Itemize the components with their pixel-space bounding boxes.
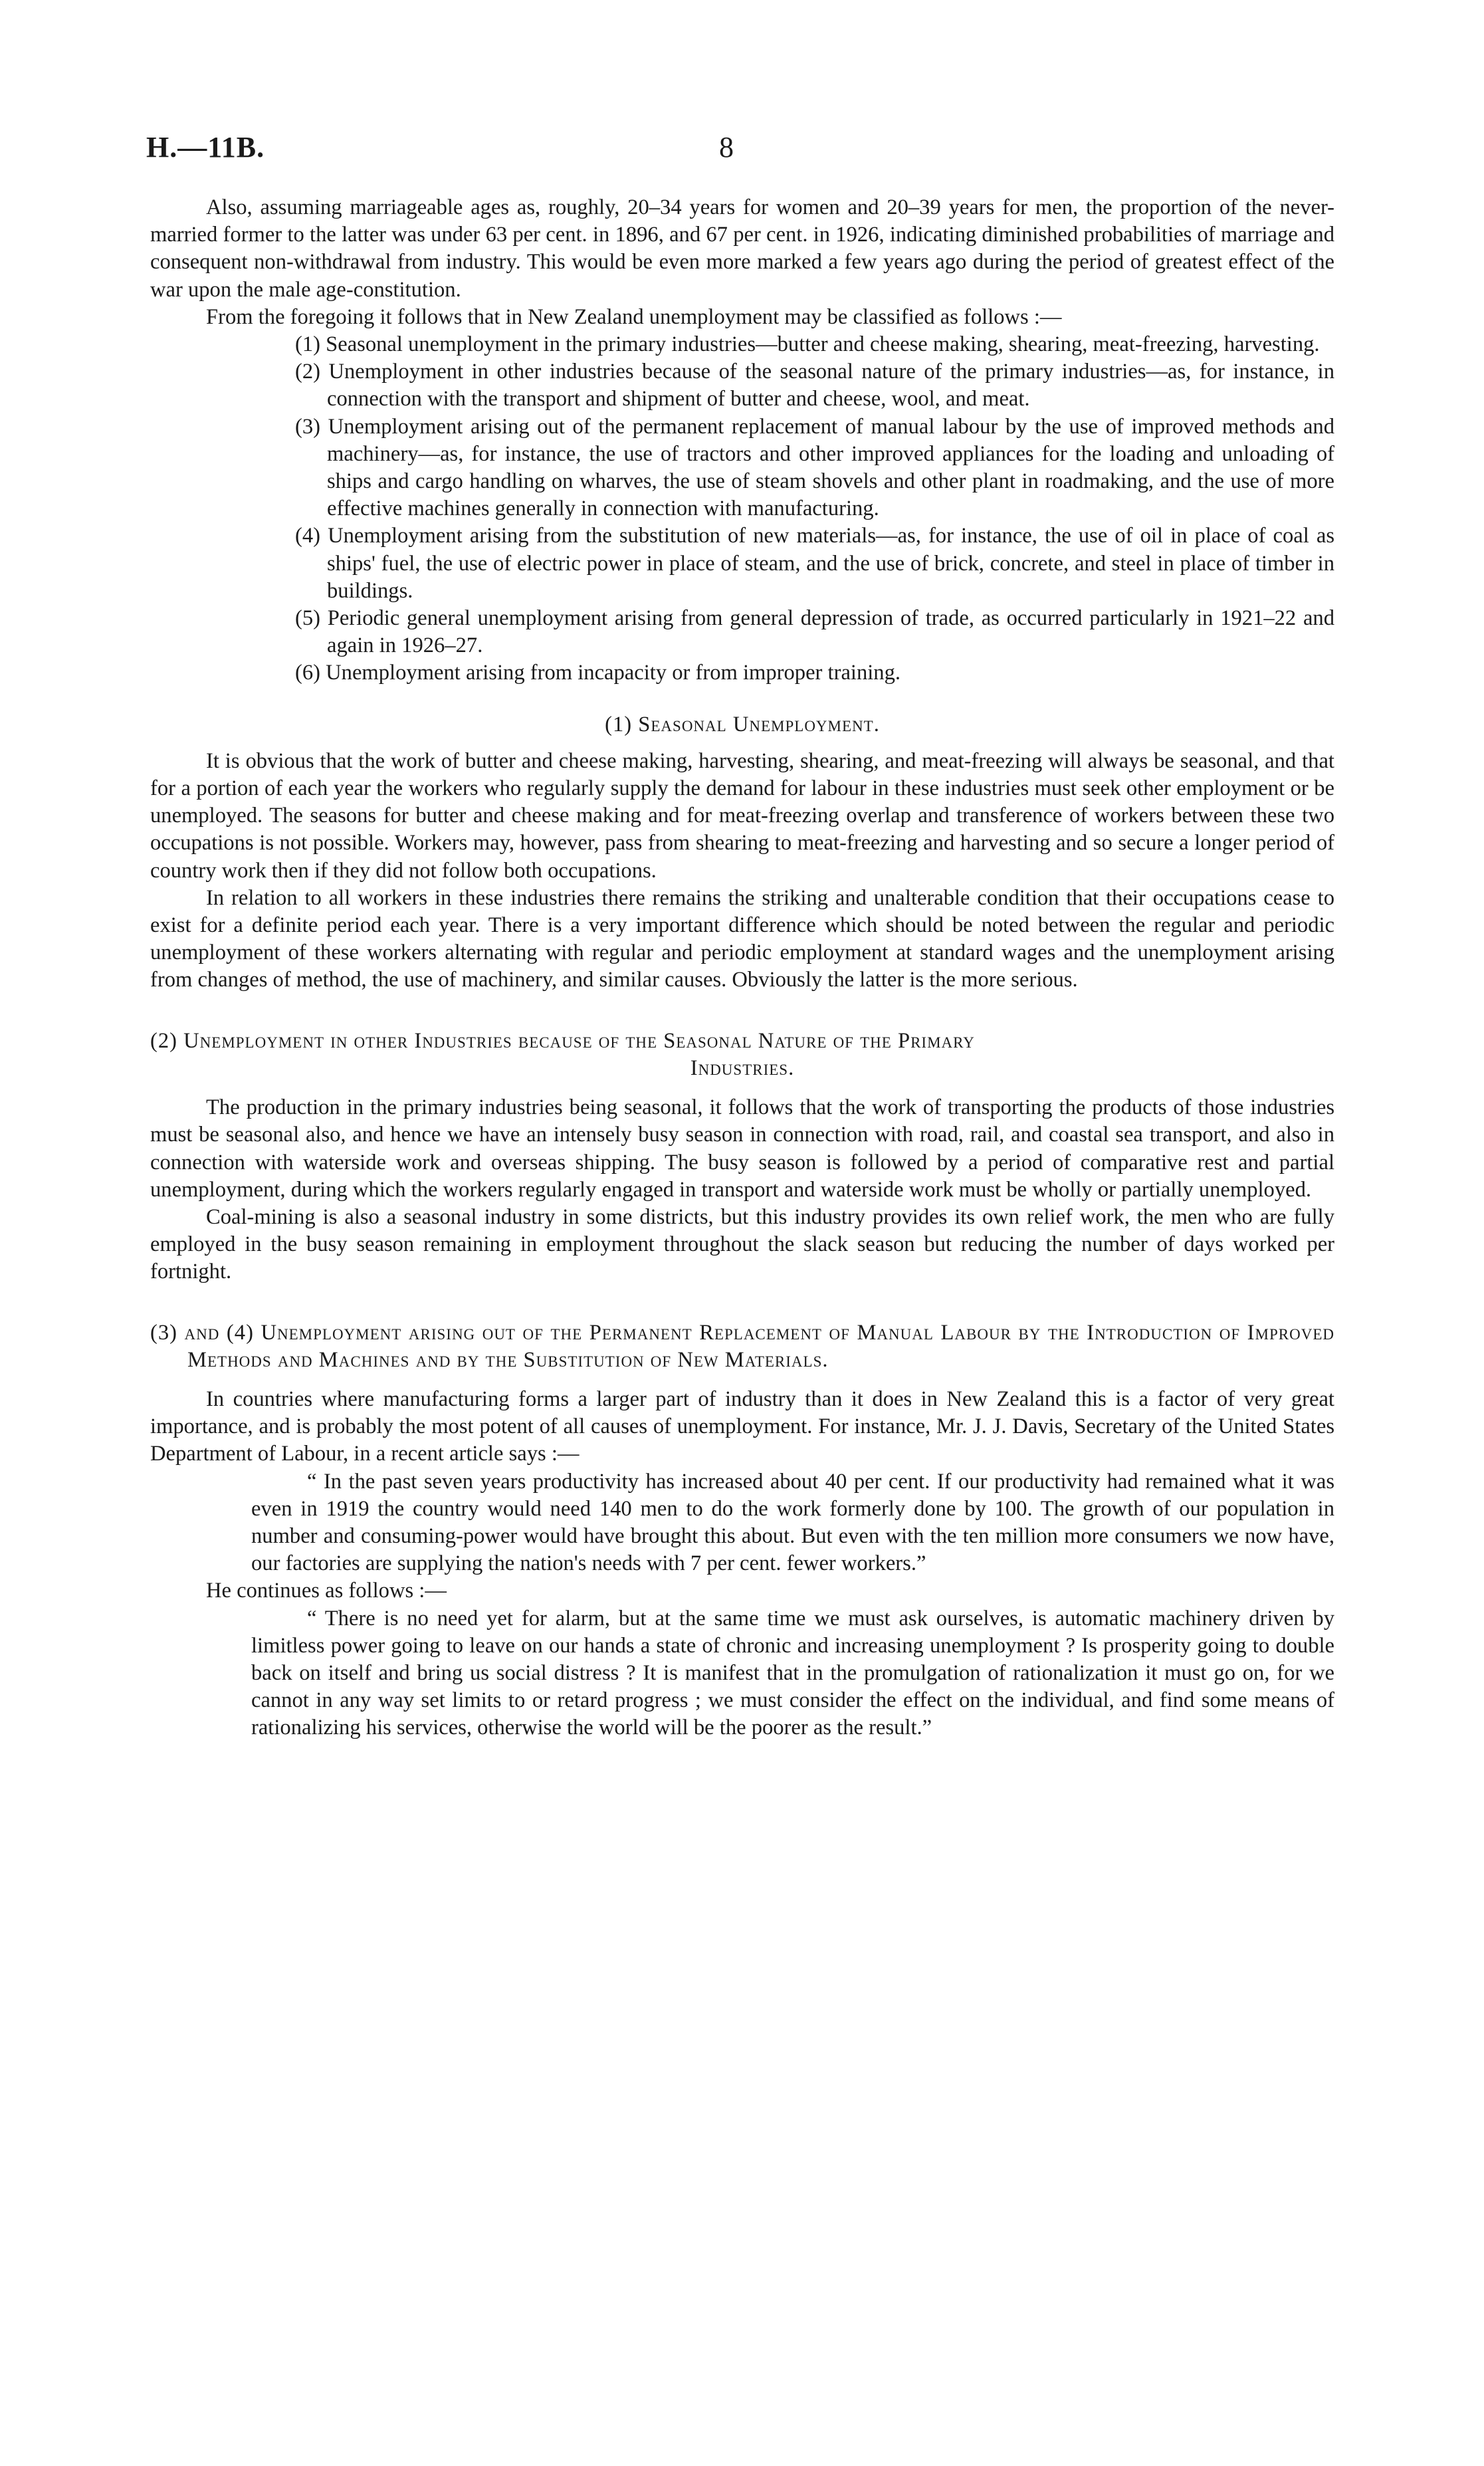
section-heading-line: (2) Unemployment in other Industries because of the Seasonal Nature of the Primary bbox=[150, 1028, 975, 1053]
section1-paragraph: It is obvious that the work of butter and cheese making, harvesting, shearing, and meat-freezing will always be seasonal, and that for a portion of each year the workers who regularly supply the demand for labour in these industries must seek other employment or be unemployed. The seasons for butter and cheese making and for meat-freezing overlap and transference of workers between these two occupations is not possible. Workers may, however, pass from shearing to meat-freezing and harvesting and so secure a longer period of country work then if they did not follow both occupations. bbox=[150, 748, 1334, 883]
list-item: (2) Unemployment in other industries because of the seasonal nature of the primary industries—as, for instance, in connection with the transport and shipment of butter and cheese, wool, and meat. bbox=[295, 360, 1334, 411]
section-heading-replacement: (3) and (4) Unemployment arising out of the Permanent Replacement of Manual Labour by the Introduction of Improved Methods and Machines and by the Substitution of New Materials. bbox=[150, 1320, 1334, 1372]
list-item: (1) Seasonal unemployment in the primary industries—butter and cheese making, shearing, meat-freezing, harvesting. bbox=[295, 332, 1320, 357]
page-number: 8 bbox=[719, 131, 734, 164]
section2-paragraph: Coal-mining is also a seasonal industry in some districts, but this industry provides its own relief work, the men who are fully employed in the busy season remaining in employment throughout the slack season but reducing the number of days worked per fortnight. bbox=[150, 1204, 1334, 1284]
continuation-line: He continues as follows :— bbox=[206, 1579, 447, 1603]
section-heading-seasonal: (1) Seasonal Unemployment. bbox=[605, 712, 880, 736]
classification-intro: From the foregoing it follows that in New Zealand unemployment may be classified as follows :— bbox=[206, 304, 1062, 329]
document-body bbox=[150, 194, 1334, 1742]
list-item: (6) Unemployment arising from incapacity or from improper training. bbox=[295, 661, 901, 685]
list-item: (5) Periodic general unemployment arising from general depression of trade, as occurred particularly in 1921–22 and again in 1926–27. bbox=[295, 606, 1334, 658]
classification-list bbox=[150, 331, 1334, 687]
list-item: (3) Unemployment arising out of the permanent replacement of manual labour by the use of improved methods and machinery—as, for instance, the use of tractors and other improved appliances for the loading and unloading of ships and cargo handling on wharves, the use of steam shovels and other plant in roadmaking, and the use of more effective machines generally in connection with manufacturing. bbox=[295, 414, 1334, 521]
block-quote: “ There is no need yet for alarm, but at the same time we must ask ourselves, is automatic machinery driven by limitless power going to leave on our hands a state of chronic and increasing unemployment ? Is prosperity going to double back on itself and bring us social distress ? It is manifest that in the promulgation of rationalization it must go on, for we cannot in any way set limits to or retard progress ; we must consider the effect on the individual, and find some means of rationalizing his services, otherwise the world will be the poorer as the result.” bbox=[251, 1606, 1334, 1740]
section1-paragraph: In relation to all workers in these industries there remains the striking and unalterable condition that their occupations cease to exist for a definite period each year. There is a very important difference which should be noted between the regular and periodic unemployment of these workers alternating with regular and periodic employment at standard wages and the unemployment arising from changes of method, the use of machinery, and similar causes. Obviously the latter is the more serious. bbox=[150, 885, 1334, 992]
section-heading-line: Industries. bbox=[690, 1056, 795, 1080]
section-heading-other-industries bbox=[150, 1028, 1334, 1082]
list-item: (4) Unemployment arising from the substitution of new materials—as, for instance, the use of oil in place of coal as ships' fuel, the use of electric power in place of steam, and the use of brick, concrete, and steel in place of timber in buildings. bbox=[295, 524, 1334, 603]
section2-paragraph: The production in the primary industries being seasonal, it follows that the work of transporting the products of those industries must be seasonal also, and hence we have an intensely busy season in connection with road, rail, and coastal sea transport, and also in connection with waterside work and overseas shipping. The busy season is followed by a period of comparative rest and partial unemployment, during which the workers regularly engaged in transport and waterside work must be wholly or partially unemployed. bbox=[150, 1095, 1334, 1202]
block-quote: “ In the past seven years productivity has increased about 40 per cent. If our productivity had remained what it was even in 1919 the country would need 140 men to do the work formerly done by 100. The growth of our population in number and consuming-power would have brought this about. But even with the ten million more consumers we now have, our factories are supplying the nation's needs with 7 per cent. fewer workers.” bbox=[251, 1469, 1334, 1576]
intro-paragraph: Also, assuming marriageable ages as, roughly, 20–34 years for women and 20–39 years for men, the proportion of the never-married former to the latter was under 63 per cent. in 1896, and 67 per cent. in 1926, indicating diminished probabilities of marriage and consequent non-withdrawal from industry. This would be even more marked a few years ago during the period of greatest effect of the war upon the male age-constitution. bbox=[150, 195, 1334, 302]
document-reference: H.—11B. bbox=[146, 131, 265, 164]
section3-paragraph: In countries where manufacturing forms a larger part of industry than it does in New Zealand this is a factor of very great importance, and is probably the most potent of all causes of unemployment. For instance, Mr. J. J. Davis, Secretary of the United States Department of Labour, in a recent article says :— bbox=[150, 1387, 1334, 1466]
